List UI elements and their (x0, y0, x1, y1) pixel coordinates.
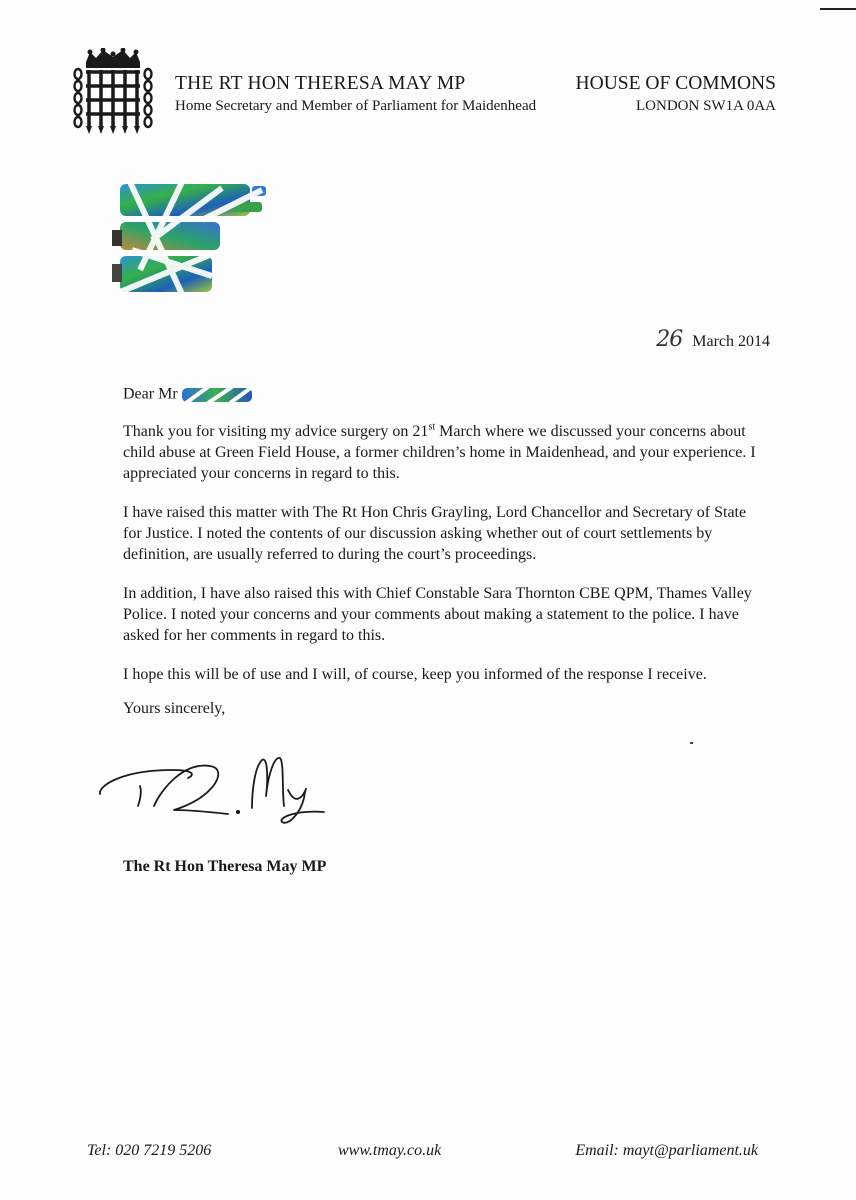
footer-telephone: Tel: 020 7219 5206 (87, 1142, 212, 1159)
p1-text-b: March where we discussed your concerns about child abuse at Green Field House, a former children’s home in Maidenhead, and your experience. I appreciated your concerns in regard to this. (123, 423, 756, 482)
paragraph-4: I hope this will be of use and I will, of course, keep you informed of the response I receive. (123, 666, 707, 683)
salutation-text: Dear Mr (123, 385, 178, 403)
paragraph-2: I have raised this matter with The Rt Hon Chris Grayling, Lord Chancellor and Secretary of State for Justice. I noted the contents of our discussion asking whether out of court settlements by definition, are usually referred to during the court’s proceedings. (123, 504, 747, 563)
paragraph-3: In addition, I have also raised this with Chief Constable Sara Thornton CBE QPM, Thames Valley Police. I noted your concerns and your comments about making a statement to the police. I have asked for her comments in regard to this. (123, 585, 752, 644)
signatory-name: The Rt Hon Theresa May MP (123, 858, 327, 875)
letterhead-name: THE RT HON THERESA MAY MP (175, 73, 466, 94)
closing: Yours sincerely, (123, 700, 226, 717)
letterhead-house: HOUSE OF COMMONS (575, 73, 776, 94)
footer-website: www.tmay.co.uk (338, 1142, 442, 1159)
p1-superscript: st (428, 421, 436, 433)
redacted-address-block (112, 180, 272, 298)
date-month-year: March 2014 (692, 333, 770, 350)
date-day-handwritten: 26 (656, 327, 683, 352)
handwritten-signature (92, 740, 342, 835)
redacted-name (182, 385, 254, 405)
letterhead-address: LONDON SW1A 0AA (636, 98, 776, 114)
salutation (123, 385, 254, 405)
paragraph-1 (123, 421, 763, 484)
letterhead-role: Home Secretary and Member of Parliament for Maidenhead (175, 98, 537, 114)
portcullis-icon (70, 48, 156, 136)
scan-corner-mark (820, 0, 856, 10)
letter-date (656, 327, 770, 352)
scan-speck (690, 742, 693, 744)
p1-text-a: Thank you for visiting my advice surgery on 21 (123, 423, 429, 440)
footer-email: Email: mayt@parliament.uk (575, 1142, 758, 1159)
